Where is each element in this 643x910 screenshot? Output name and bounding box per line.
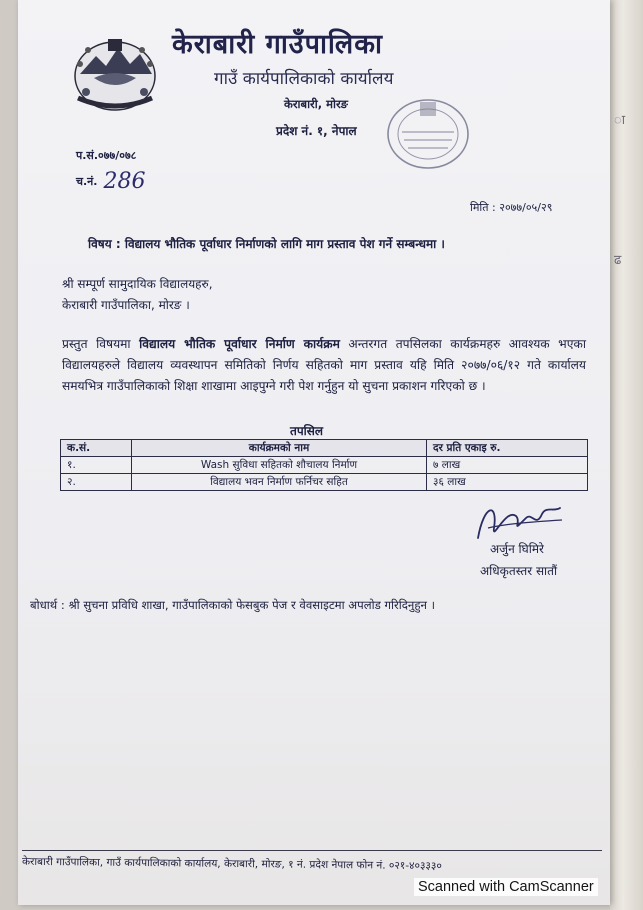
table-row (61, 474, 588, 491)
office-address: केराबारी, मोरङ (284, 97, 348, 111)
letter-body (62, 334, 586, 397)
cc-note: बोधार्थ : श्री सुचना प्रविधि शाखा, गाउँपालिकाको फेसबुक पेज र वेवसाइटमा अपलोड गरिदिनुहुन । (30, 598, 436, 612)
edge-mark: ढ (614, 253, 622, 268)
table-header-row (61, 440, 588, 457)
letter-reference-number: प.सं.०७७/०७८ (76, 149, 137, 162)
scanner-watermark: Scanned with CamScanner (414, 878, 598, 896)
body-text-2: अन्तरगत तपसिलका कार्यक्रमहरु आवश्यक भएका विद्यालयहरुले विद्यालय व्यवस्थापन समितिको निर्णय सहितको माग प्रस्ताव यहि मिति २०७७/०६/१२ गते कार्यालय समयभित्र गाउँपालिकाको शिक्षा शाखामा आइपुग्ने गरी पेश गर्नुहुन यो सुचना प्रकाशन गरिएको छ । (62, 337, 586, 393)
office-stamp-seal (380, 92, 476, 176)
program-name-bold: विद्यालय भौतिक पूर्वाधार निर्माण कार्यक्रम (139, 337, 340, 351)
office-province: प्रदेश नं. १, नेपाल (276, 124, 357, 138)
column-header-serial: क.सं. (61, 440, 132, 457)
letter-date: मिति : २०७७/०५/२९ (470, 201, 553, 214)
addressee-line-2: केराबारी गाउँपालिका, मोरङ । (62, 298, 190, 312)
letter-subject: विषय : विद्यालय भौतिक पूर्वाधार निर्माणको लागि माग प्रस्ताव पेश गर्ने सम्बन्धमा । (88, 237, 445, 251)
table-caption: तपसिल (290, 424, 324, 438)
dispatch-number (76, 166, 146, 194)
dispatch-number-value: 286 (103, 169, 146, 194)
table-row (61, 457, 588, 474)
cell-rate: ७ लाख (427, 457, 588, 474)
office-subtitle: गाउँ कार्यपालिकाको कार्यालय (214, 69, 394, 89)
cell-rate: ३६ लाख (427, 474, 588, 491)
cell-program: Wash सुविधा सहितको शौचालय निर्माण (132, 457, 427, 474)
footer-divider (22, 850, 602, 851)
body-text-1: प्रस्तुत विषयमा (62, 337, 140, 351)
cell-serial: २. (61, 474, 132, 491)
dispatch-number-label: च.नं. (76, 175, 98, 188)
signatory-title: अधिकृतस्तर सातौं (480, 564, 558, 578)
background-page-edge (610, 0, 643, 910)
letterhead-footer: केराबारी गाउँपालिका, गाउँ कार्यपालिकाको कार्यालय, केराबारी, मोरङ, १ नं. प्रदेश नेपाल फोन नं. ०२१-४०३३३० (21, 855, 442, 873)
program-rate-table (60, 439, 588, 491)
nepal-emblem-logo (68, 34, 162, 114)
cell-program: विद्यालय भवन निर्माण फर्निचर सहित (132, 474, 427, 491)
column-header-rate: दर प्रति एकाइ रु. (427, 440, 588, 457)
edge-mark: ा (614, 113, 626, 128)
column-header-program: कार्यक्रमको नाम (132, 440, 427, 457)
cell-serial: १. (61, 457, 132, 474)
signatory-name: अर्जुन घिमिरे (490, 542, 544, 556)
addressee-line-1: श्री सम्पूर्ण सामुदायिक विद्यालयहरु, (62, 277, 213, 291)
office-name: केराबारी गाउँपालिका (172, 29, 383, 60)
